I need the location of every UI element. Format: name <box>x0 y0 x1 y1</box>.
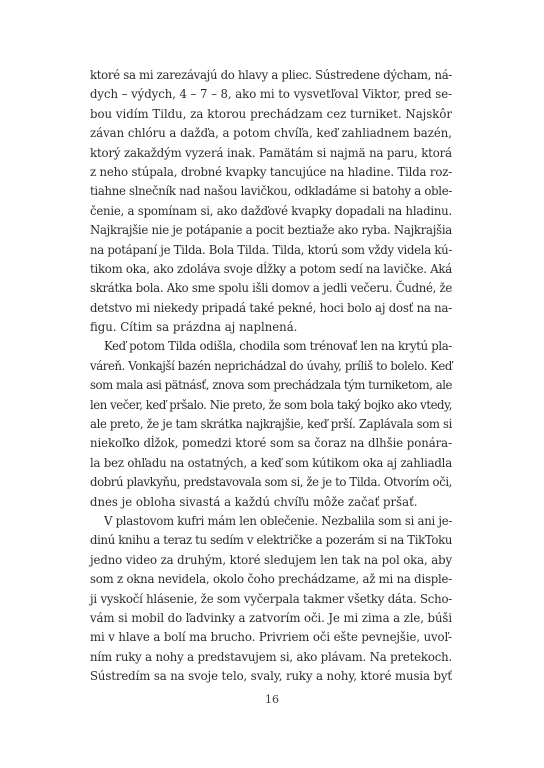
text-line: la bez ohľadu na ostatných, a keď som kútikom oka aj zahliadla <box>90 455 452 470</box>
text-line: z neho stúpala, drobné kvapky tancujúce na hladine. Tilda roz- <box>90 164 452 179</box>
text-line: Keď potom Tilda odišla, chodila som trénovať len na krytú pla- <box>104 339 452 354</box>
text-line: ním ruky a nohy a predstavujem si, ako plávam. Na pretekoch. <box>90 649 453 664</box>
text-line: závan chlóru a dažďa, a potom chvíľa, keď zahliadnem bazén, <box>90 126 452 141</box>
paragraph <box>90 66 452 337</box>
text-line: mi v hlave a bolí ma brucho. Privriem oči ešte pevnejšie, uvoľ- <box>90 630 452 645</box>
text-line: vám si mobil do ľadvinky a zatvorím oči. Je mi zima a zle, búši <box>90 610 452 625</box>
text-line: som mala asi pätnásť, znova som prechádzala tým turniketom, ale <box>90 378 453 393</box>
text-line: ktoré sa mi zarezávajú do hlavy a pliec. Sústredene dýcham, ná- <box>90 68 453 82</box>
text-line: bou vidím Tildu, za ktorou prechádzam cez turniket. Najskôr <box>90 106 452 121</box>
text-line: tikom oka, ako zdoláva svoje dĺžky a potom sedí na lavičke. Aká <box>90 261 453 276</box>
text-line: na potápaní je Tilda. Bola Tilda. Tilda, ktorú som vždy videla kú- <box>90 242 452 257</box>
page-number: 16 <box>265 693 279 706</box>
text-line: dnes je obloha sivastá a každú chvíľu môže začať pršať. <box>90 494 418 509</box>
text-line: len večer, keď pršalo. Nie preto, že som bola taký bojko ako vtedy, <box>90 397 452 412</box>
text-line: tiahne slnečník nad našou lavičkou, odkladáme si batohy a oble- <box>90 184 452 199</box>
body-text <box>90 66 452 687</box>
text-line: dych – výdych, 4 – 7 – 8, ako mi to vysvetľoval Viktor, pred se- <box>90 87 453 102</box>
text-line: ji vyskočí hlásenie, že som vyčerpala takmer všetky dáta. Scho- <box>90 591 453 606</box>
text-line: Sústredím sa na svoje telo, svaly, ruky a nohy, ktoré musia byť <box>90 669 453 684</box>
text-line: dinú knihu a teraz tu sedím v električke a pozerám si na TikToku <box>90 533 452 548</box>
text-line: ale preto, že je tam skrátka najkrajšie, keď prší. Zaplávala som si <box>90 417 452 432</box>
text-line: váreň. Vonkajší bazén neprichádzal do úvahy, príliš to bolelo. Keď <box>90 358 452 373</box>
text-line: jedno video za druhým, ktoré sledujem len tak na pol oka, aby <box>90 552 452 567</box>
text-line: čenie, a spomínam si, ako dažďové kvapky dopadali na hladinu. <box>90 203 452 218</box>
text-line: som z okna nevidela, okolo čoho prechádzame, až mi na disple- <box>90 572 453 587</box>
paragraph <box>90 512 452 687</box>
text-line: figu. Cítim sa prázdna aj naplnená. <box>90 320 298 335</box>
text-line: niekoľko dĺžok, pomedzi ktoré som sa čoraz na dlhšie ponára- <box>90 436 452 451</box>
text-line: dobrú plavkyňu, predstavovala som si, že je to Tilda. Otvorím oči, <box>90 475 452 490</box>
paragraph <box>90 337 452 512</box>
text-line: V plastovom kufri mám len oblečenie. Nezbalila som si ani je- <box>104 513 453 528</box>
text-line: detstvo mi niekedy pripadá také pekné, hoci bolo aj dosť na na- <box>90 300 452 315</box>
text-line: skrátka bola. Ako sme spolu išli domov a jedli večeru. Čudné, že <box>90 281 453 296</box>
text-line: Najkrajšie nie je potápanie a pocit beztiaže ako ryba. Najkrajšia <box>90 223 453 238</box>
text-line: ktorý zakaždým vyzerá inak. Pamätám si najmä na paru, ktorá <box>90 145 452 160</box>
